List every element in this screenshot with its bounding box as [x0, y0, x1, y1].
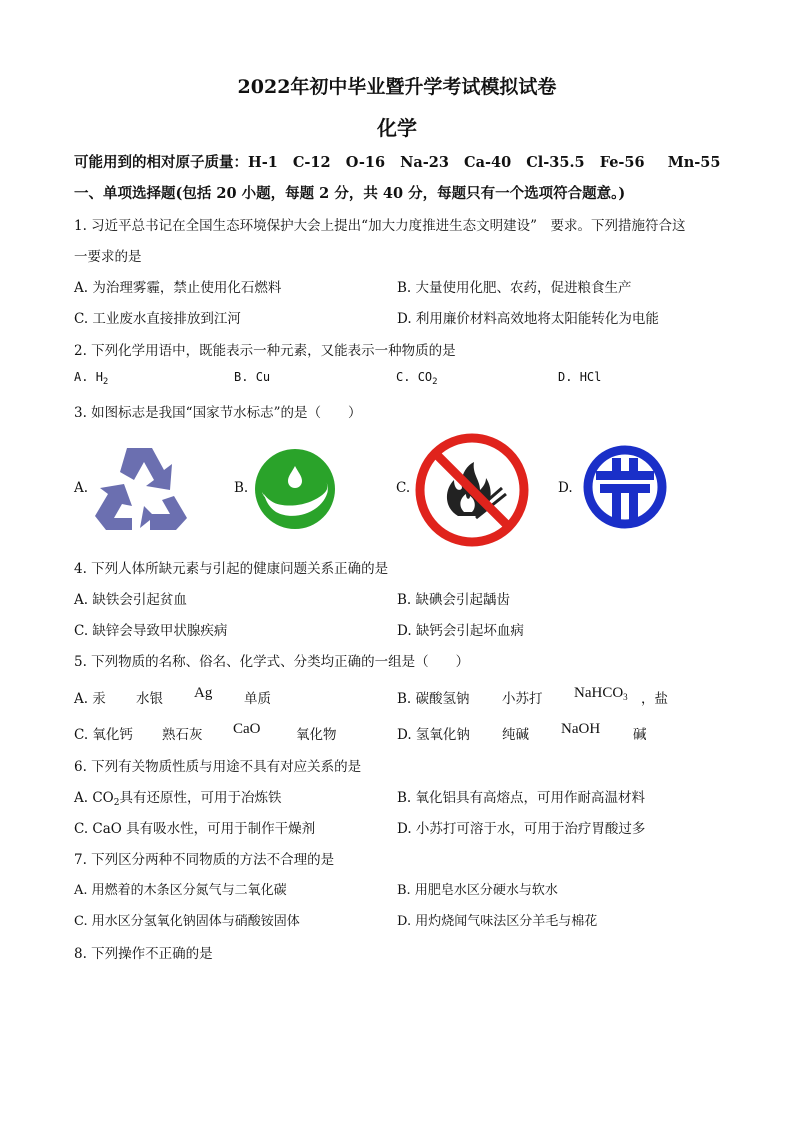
q2-option-b: B. Cu — [234, 370, 271, 384]
recycle-icon — [92, 444, 190, 532]
q7-option-c: C. 用水区分氢氧化钠固体与硝酸铵固体 — [74, 914, 300, 929]
q7-option-d: D. 用灼烧闻气味法区分羊毛与棉花 — [397, 914, 598, 929]
q5-option-c-name: C. 氧化钙 — [74, 727, 133, 743]
q2-stem: 2. 下列化学用语中，既能表示一种元素，又能表示一种物质的是 — [74, 343, 456, 359]
q5-option-c-common: 熟石灰 — [162, 727, 203, 743]
q3-option-c-label: C. — [396, 480, 411, 496]
q1-option-c: C. 工业废水直接排放到江河 — [74, 311, 241, 327]
q3-stem: 3. 如图标志是我国“国家节水标志”的是（ ） — [74, 405, 362, 421]
water-saving-icon — [254, 448, 336, 530]
mass-h: H-1 — [248, 154, 278, 171]
q5-option-b-formula: NaHCO$_3$ — [574, 685, 628, 702]
mass-mn: Mn-55 — [667, 154, 721, 171]
atomic-mass-line — [74, 151, 720, 172]
mass-ca: Ca-40 — [464, 154, 512, 171]
atomic-mass-label: 可能用到的相对原子质量： — [74, 154, 248, 171]
q5-option-b-common: 小苏打 — [502, 691, 543, 707]
q3-option-d-label: D. — [558, 480, 573, 496]
q5-option-d-common: 纯碱 — [502, 727, 529, 743]
q4-option-a: A. 缺铁会引起贫血 — [74, 592, 187, 608]
mass-cl: Cl-35.5 — [526, 154, 585, 171]
energy-saving-icon — [582, 444, 668, 530]
q4-stem: 4. 下列人体所缺元素与引起的健康问题关系正确的是 — [74, 561, 389, 577]
q2-option-d: D. HCl — [558, 370, 602, 384]
q5-option-a-class: 单质 — [244, 691, 271, 707]
q5-option-b-name: B. 碳酸氢钠 — [397, 691, 470, 707]
q4-option-d: D. 缺钙会引起坏血病 — [397, 623, 524, 639]
q5-option-d-formula: NaOH — [561, 721, 601, 737]
q5-option-c-formula: CaO — [233, 721, 261, 737]
q4-option-b: B. 缺碘会引起龋齿 — [397, 592, 511, 608]
q6-stem: 6. 下列有关物质性质与用途不具有对应关系的是 — [74, 759, 362, 775]
subject-title: 化学 — [377, 116, 417, 140]
q5-option-b-class: ，盐 — [641, 691, 668, 707]
mass-na: Na-23 — [400, 154, 449, 171]
q6-option-b: B. 氧化铝具有高熔点，可用作耐高温材料 — [397, 790, 646, 806]
q6-option-a: A. $CO_2$具有还原性，可用于冶炼铁 — [74, 790, 282, 808]
mass-fe: Fe-56 — [599, 154, 645, 171]
q5-stem: 5. 下列物质的名称、俗名、化学式、分类均正确的一组是（ ） — [74, 654, 470, 670]
q1-option-a: A. 为治理雾霾，禁止使用化石燃料 — [74, 280, 282, 296]
q2-option-c: C. $CO_2$ — [396, 370, 438, 387]
q5-option-c-class: 氧化物 — [296, 727, 337, 743]
q5-option-d-class: 碱 — [633, 727, 647, 743]
no-fire-icon — [414, 432, 530, 548]
q1-stem-line1: 1. 习近平总书记在全国生态环境保护大会上提出“加大力度推进生态文明建设” 要求。下列措施符合这 — [74, 218, 686, 234]
q4-option-c: C. 缺锌会导致甲状腺疾病 — [74, 623, 228, 639]
q7-stem: 7. 下列区分两种不同物质的方法不合理的是 — [74, 852, 335, 868]
q5-option-a-name: A. 汞 — [74, 691, 106, 707]
mass-o: O-16 — [345, 154, 386, 171]
q3-option-a-label: A. — [74, 480, 89, 496]
q5-option-a-formula: Ag — [194, 685, 213, 701]
q6-option-d: D. 小苏打可溶于水，可用于治疗胃酸过多 — [397, 821, 646, 837]
q5-option-d-name: D. 氢氧化钠 — [397, 727, 470, 743]
section-heading: 一、单项选择题(包括 20 小题，每题 2 分，共 40 分，每题只有一个选项符合题意。) — [74, 185, 626, 202]
q7-option-a: A. 用燃着的木条区分氮气与二氧化碳 — [74, 883, 287, 898]
q2-option-a: A. $H_2$ — [74, 370, 109, 387]
q7-option-b: B. 用肥皂水区分硬水与软水 — [397, 883, 558, 898]
page-title: 2022年初中毕业暨升学考试模拟试卷 — [237, 76, 557, 98]
q1-option-d: D. 利用廉价材料高效地将太阳能转化为电能 — [397, 311, 659, 327]
q5-option-a-common: 水银 — [136, 691, 163, 707]
q6-option-c: C. CaO 具有吸水性，可用于制作干燥剂 — [74, 821, 316, 837]
mass-c: C-12 — [292, 154, 331, 171]
q3-option-b-label: B. — [234, 480, 249, 496]
q8-stem: 8. 下列操作不正确的是 — [74, 946, 213, 962]
q1-option-b: B. 大量使用化肥、农药，促进粮食生产 — [397, 280, 632, 296]
q1-stem-line2: 一要求的是 — [74, 249, 142, 265]
